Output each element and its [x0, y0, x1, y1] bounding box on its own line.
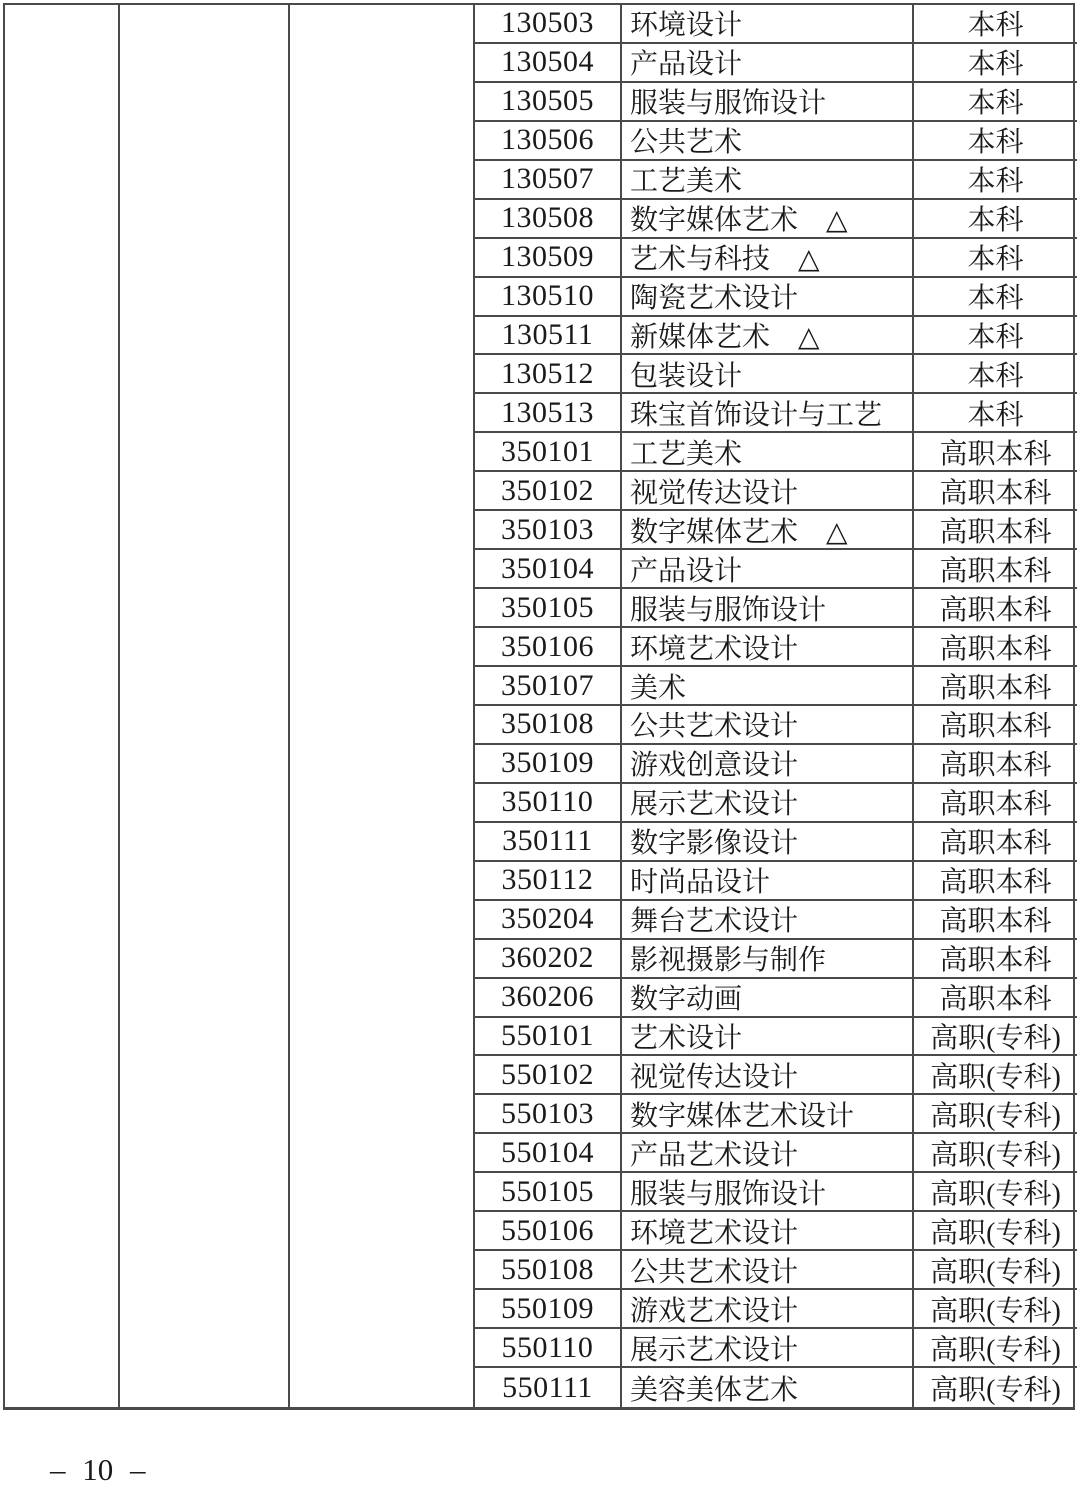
major-code-cell: 130509	[475, 239, 622, 278]
education-level-cell: 高职本科	[914, 901, 1077, 940]
major-name-cell: 展示艺术设计	[622, 784, 914, 823]
education-level-cell: 高职本科	[914, 784, 1077, 823]
education-level-cell: 本科	[914, 355, 1077, 394]
major-name-cell: 工艺美术	[622, 433, 914, 472]
education-level-cell: 高职(专科)	[930, 1374, 1061, 1406]
education-level-cell: 本科	[914, 239, 1077, 278]
major-code-cell: 130505	[475, 83, 622, 122]
empty-left-column-3	[290, 5, 475, 1407]
major-name-cell: 新媒体艺术 △	[622, 317, 914, 356]
major-name-cell: 环境艺术设计	[622, 1212, 914, 1251]
education-level-cell: 高职本科	[914, 589, 1077, 628]
education-level-cell: 高职(专科)	[914, 1290, 1077, 1329]
major-name-cell: 数字媒体艺术 △	[622, 200, 914, 239]
education-level-cell: 本科	[914, 161, 1077, 200]
major-name-cell: 公共艺术设计	[622, 1251, 914, 1290]
education-level-cell: 高职本科	[914, 745, 1077, 784]
education-level-cell: 高职(专科)	[914, 1134, 1077, 1173]
major-name-cell: 美术	[622, 667, 914, 706]
major-name-cell: 影视摄影与制作	[622, 940, 914, 979]
education-level-cell: 高职本科	[914, 823, 1077, 862]
major-code-cell: 130510	[475, 278, 622, 317]
major-code-cell: 350101	[475, 433, 622, 472]
major-code-cell: 130511	[475, 317, 622, 356]
major-code-cell: 130512	[475, 355, 622, 394]
major-code-cell: 350102	[475, 472, 622, 511]
major-code-cell: 130513	[475, 394, 622, 433]
major-code-cell: 130503	[475, 5, 622, 44]
major-code-cell: 360206	[475, 979, 622, 1018]
major-name-cell: 数字影像设计	[622, 823, 914, 862]
major-name-cell: 公共艺术	[622, 122, 914, 161]
major-name-cell: 数字媒体艺术 △	[622, 511, 914, 550]
major-code-cell: 350106	[475, 628, 622, 667]
major-name-cell: 数字动画	[622, 979, 914, 1018]
major-code-cell: 350108	[475, 706, 622, 745]
education-level-cell: 高职(专科)	[914, 1018, 1077, 1057]
education-level-cell: 高职(专科)	[914, 1056, 1077, 1095]
education-level-cell: 高职(专科)	[914, 1095, 1077, 1134]
education-level-cell: 本科	[914, 317, 1077, 356]
education-level-cell: 本科	[914, 278, 1077, 317]
major-name-cell: 产品艺术设计	[622, 1134, 914, 1173]
education-level-cell: 本科	[914, 44, 1077, 83]
major-code-cell: 550108	[475, 1251, 622, 1290]
major-code-cell: 550103	[475, 1095, 622, 1134]
major-name-cell: 产品设计	[622, 550, 914, 589]
education-level-cell: 高职(专科)	[914, 1212, 1077, 1251]
major-code-cell: 130504	[475, 44, 622, 83]
education-level-cell: 本科	[914, 200, 1077, 239]
major-code-cell: 350110	[475, 784, 622, 823]
major-code-cell: 350107	[475, 667, 622, 706]
major-code-cell: 550104	[475, 1134, 622, 1173]
education-level-cell: 高职本科	[914, 628, 1077, 667]
education-level-cell: 高职(专科)	[914, 1329, 1077, 1368]
education-level-cell: 高职本科	[914, 511, 1077, 550]
major-name-cell: 展示艺术设计	[622, 1329, 914, 1368]
major-code-cell: 350111	[475, 823, 622, 862]
major-name-cell: 服装与服饰设计	[622, 589, 914, 628]
major-name-cell: 工艺美术	[622, 161, 914, 200]
major-name-cell: 时尚品设计	[622, 862, 914, 901]
major-code-cell: 350204	[475, 901, 622, 940]
education-level-cell: 高职本科	[914, 433, 1077, 472]
major-code-cell: 350109	[475, 745, 622, 784]
major-code-cell: 550105	[475, 1173, 622, 1212]
major-code-cell: 550111	[475, 1368, 622, 1407]
education-level-cell: 高职(专科)	[914, 1251, 1077, 1290]
major-name-cell: 艺术设计	[622, 1018, 914, 1057]
major-name-cell: 环境艺术设计	[622, 628, 914, 667]
major-code-cell: 360202	[475, 940, 622, 979]
education-level-cell: 高职本科	[914, 706, 1077, 745]
major-name-cell: 公共艺术设计	[622, 706, 914, 745]
education-level-cell: 高职(专科)	[914, 1173, 1077, 1212]
major-name-cell: 视觉传达设计	[622, 1056, 914, 1095]
education-level-cell: 高职本科	[914, 940, 1077, 979]
major-name-cell: 珠宝首饰设计与工艺	[622, 394, 914, 433]
majors-table	[3, 3, 1075, 1410]
major-code-cell: 550101	[475, 1018, 622, 1057]
major-name-cell: 数字媒体艺术设计	[622, 1095, 914, 1134]
major-name-cell: 环境设计	[622, 5, 914, 44]
education-level-cell: 高职本科	[914, 862, 1077, 901]
empty-left-column-2	[120, 5, 290, 1407]
major-name-cell: 产品设计	[622, 44, 914, 83]
major-code-cell: 550109	[475, 1290, 622, 1329]
major-name-cell: 包装设计	[622, 355, 914, 394]
education-level-cell: 高职本科	[914, 979, 1077, 1018]
education-level-cell: 本科	[914, 83, 1077, 122]
education-level-cell: 高职本科	[914, 550, 1077, 589]
major-name-cell: 美容美体艺术	[622, 1368, 914, 1407]
empty-left-column-1	[5, 5, 120, 1407]
education-level-cell: 高职本科	[914, 667, 1077, 706]
major-code-cell: 550106	[475, 1212, 622, 1251]
major-code-cell: 350112	[475, 862, 622, 901]
major-name-cell: 服装与服饰设计	[622, 1173, 914, 1212]
major-code-cell: 130507	[475, 161, 622, 200]
major-code-cell: 350104	[475, 550, 622, 589]
major-name-cell: 陶瓷艺术设计	[622, 278, 914, 317]
page-number: – 10 –	[50, 1452, 146, 1487]
education-level-cell: 高职本科	[914, 472, 1077, 511]
education-level-cell: 本科	[914, 5, 1077, 44]
education-level-cell: 本科	[914, 122, 1077, 161]
major-code-cell: 550102	[475, 1056, 622, 1095]
major-name-cell: 服装与服饰设计	[622, 83, 914, 122]
major-code-cell: 350105	[475, 589, 622, 628]
major-name-cell: 游戏创意设计	[622, 745, 914, 784]
education-level-cell: 本科	[914, 394, 1077, 433]
major-code-cell: 130506	[475, 122, 622, 161]
major-code-cell: 350103	[475, 511, 622, 550]
major-name-cell: 舞台艺术设计	[622, 901, 914, 940]
major-code-cell: 130508	[475, 200, 622, 239]
major-code-cell: 550110	[475, 1329, 622, 1368]
major-name-cell: 艺术与科技 △	[622, 239, 914, 278]
major-name-cell: 游戏艺术设计	[622, 1290, 914, 1329]
major-name-cell: 视觉传达设计	[622, 472, 914, 511]
